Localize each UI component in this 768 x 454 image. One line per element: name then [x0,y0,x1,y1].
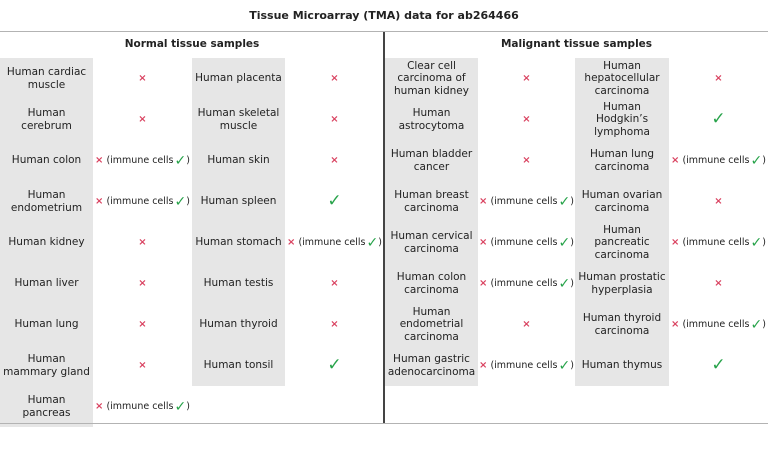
tissue-row [0,140,192,181]
negative-cross-icon: × [330,114,339,125]
tissue-name: Human placenta [192,58,285,99]
immune-cells-note: (immune cells [682,237,750,248]
negative-cross-icon: × [330,73,339,84]
immune-cells-close: ) [186,196,190,207]
staining-result [93,140,192,181]
tissue-row [192,99,384,140]
staining-result [669,263,768,304]
staining-result [285,181,384,222]
staining-result [285,99,384,140]
tissue-name: Human colon carcinoma [385,263,478,304]
page-title: Tissue Microarray (TMA) data for ab264466 [0,0,768,32]
staining-result [669,99,768,140]
positive-check-icon: ✓ [711,355,726,375]
tissue-name: Human skeletal muscle [192,99,285,140]
normal-panel-heading: Normal tissue samples [124,38,260,50]
staining-result [93,99,192,140]
immune-cells-close: ) [762,319,766,330]
tissue-name: Human stomach [192,222,285,263]
positive-check-icon: ✓ [711,109,726,129]
negative-cross-icon: × [138,114,147,125]
tissue-row [385,263,575,304]
negative-cross-icon: × [138,360,147,371]
immune-cells-note: (immune cells [106,155,174,166]
negative-cross-icon: × [671,237,680,248]
tissue-name: Human lung [0,304,93,345]
staining-result [669,222,768,263]
negative-cross-icon: × [479,360,488,371]
negative-cross-icon: × [522,73,531,84]
immune-cells-note: (immune cells [490,360,558,371]
tissue-name: Human thymus [575,345,669,386]
tissue-row [385,181,575,222]
normal-column-1 [0,58,192,427]
immune-cells-close: ) [762,237,766,248]
tissue-row [0,263,192,304]
tissue-name: Human bladder cancer [385,140,478,181]
positive-check-icon: ✓ [750,152,763,169]
negative-cross-icon: × [671,155,680,166]
tissue-row [385,304,575,345]
immune-cells-note: (immune cells [682,319,750,330]
immune-cells-note: (immune cells [682,155,750,166]
positive-check-icon: ✓ [366,234,379,251]
staining-result [285,140,384,181]
staining-result [669,58,768,99]
tissue-name: Human colon [0,140,93,181]
immune-cells-close: ) [186,401,190,412]
immune-cells-note: (immune cells [490,278,558,289]
tissue-name: Human thyroid carcinoma [575,304,669,345]
immune-cells-close: ) [762,155,766,166]
immune-cells-close: ) [570,360,574,371]
tissue-name: Human lung carcinoma [575,140,669,181]
tissue-name: Human kidney [0,222,93,263]
tissue-name: Human testis [192,263,285,304]
staining-result [669,304,768,345]
negative-cross-icon: × [138,73,147,84]
tissue-row [385,345,575,386]
staining-result [93,263,192,304]
tissue-name: Human thyroid [192,304,285,345]
negative-cross-icon: × [479,237,488,248]
negative-cross-icon: × [95,401,104,412]
tissue-row [575,99,768,140]
tissue-row [575,304,768,345]
positive-check-icon: ✓ [558,193,571,210]
malignant-column-2 [575,58,768,386]
tissue-row [192,263,384,304]
tissue-row [0,304,192,345]
tissue-name: Human spleen [192,181,285,222]
staining-result [93,345,192,386]
tissue-row [385,58,575,99]
tissue-name: Human cardiac muscle [0,58,93,99]
negative-cross-icon: × [714,278,723,289]
negative-cross-icon: × [479,196,488,207]
malignant-column-1 [385,58,575,386]
tissue-name: Human endometrial carcinoma [385,304,478,345]
staining-result [478,99,575,140]
negative-cross-icon: × [522,114,531,125]
tissue-row [385,222,575,263]
tissue-name: Human pancreas [0,386,93,427]
tissue-row [575,58,768,99]
tissue-name: Human ovarian carcinoma [575,181,669,222]
negative-cross-icon: × [714,196,723,207]
positive-check-icon: ✓ [327,355,342,375]
negative-cross-icon: × [138,237,147,248]
tissue-name: Human skin [192,140,285,181]
staining-result [669,345,768,386]
immune-cells-note: (immune cells [106,196,174,207]
tissue-row [385,99,575,140]
tissue-name: Human tonsil [192,345,285,386]
tissue-row [575,263,768,304]
normal-tissue-panel [0,32,384,419]
tissue-name: Human Hodgkin’s lymphoma [575,99,669,140]
staining-result [669,181,768,222]
immune-cells-note: (immune cells [298,237,366,248]
bottom-rule [0,423,768,424]
positive-check-icon: ✓ [558,234,571,251]
negative-cross-icon: × [95,196,104,207]
tissue-row [575,140,768,181]
staining-result [93,304,192,345]
staining-result [285,263,384,304]
positive-check-icon: ✓ [174,193,187,210]
normal-column-2 [192,58,384,386]
positive-check-icon: ✓ [174,152,187,169]
tissue-name: Human mammary gland [0,345,93,386]
tissue-row [192,222,384,263]
staining-result [93,58,192,99]
tissue-row [0,58,192,99]
immune-cells-close: ) [570,196,574,207]
staining-result [93,222,192,263]
positive-check-icon: ✓ [558,357,571,374]
positive-check-icon: ✓ [174,398,187,415]
staining-result [285,345,384,386]
negative-cross-icon: × [287,237,296,248]
immune-cells-close: ) [378,237,382,248]
immune-cells-note: (immune cells [490,196,558,207]
tissue-row [0,222,192,263]
immune-cells-note: (immune cells [490,237,558,248]
tissue-name: Human pancreatic carcinoma [575,222,669,263]
negative-cross-icon: × [330,278,339,289]
staining-result [478,58,575,99]
negative-cross-icon: × [522,319,531,330]
tissue-row [0,386,192,427]
staining-result [285,58,384,99]
positive-check-icon: ✓ [750,316,763,333]
tissue-row [575,345,768,386]
malignant-panel-heading: Malignant tissue samples [500,38,653,50]
tissue-name: Human prostatic hyperplasia [575,263,669,304]
staining-result [478,222,575,263]
malignant-tissue-panel [385,32,768,378]
staining-result [478,181,575,222]
tissue-row [575,181,768,222]
staining-result [93,181,192,222]
staining-result [478,263,575,304]
tissue-row [385,140,575,181]
tissue-row [192,304,384,345]
tissue-name: Human gastric adenocarcinoma [385,345,478,386]
tissue-name: Human endometrium [0,181,93,222]
positive-check-icon: ✓ [750,234,763,251]
positive-check-icon: ✓ [558,275,571,292]
negative-cross-icon: × [95,155,104,166]
tissue-row [575,222,768,263]
positive-check-icon: ✓ [327,191,342,211]
immune-cells-close: ) [186,155,190,166]
tissue-row [192,140,384,181]
staining-result [285,304,384,345]
tissue-name: Human liver [0,263,93,304]
staining-result [669,140,768,181]
negative-cross-icon: × [138,278,147,289]
tissue-row [192,58,384,99]
staining-result [478,140,575,181]
staining-result [478,345,575,386]
tissue-name: Clear cell carcinoma of human kidney [385,58,478,99]
tissue-row [192,345,384,386]
negative-cross-icon: × [330,155,339,166]
tissue-row [0,99,192,140]
immune-cells-close: ) [570,278,574,289]
negative-cross-icon: × [522,155,531,166]
staining-result [478,304,575,345]
tissue-name: Human astrocytoma [385,99,478,140]
tissue-row [0,345,192,386]
negative-cross-icon: × [714,73,723,84]
tissue-name: Human cervical carcinoma [385,222,478,263]
staining-result [93,386,192,427]
tissue-row [0,181,192,222]
tissue-name: Human cerebrum [0,99,93,140]
staining-result [285,222,384,263]
tissue-name: Human hepatocellular carcinoma [575,58,669,99]
tissue-row [192,181,384,222]
negative-cross-icon: × [479,278,488,289]
negative-cross-icon: × [330,319,339,330]
immune-cells-close: ) [570,237,574,248]
immune-cells-note: (immune cells [106,401,174,412]
tissue-name: Human breast carcinoma [385,181,478,222]
negative-cross-icon: × [138,319,147,330]
negative-cross-icon: × [671,319,680,330]
